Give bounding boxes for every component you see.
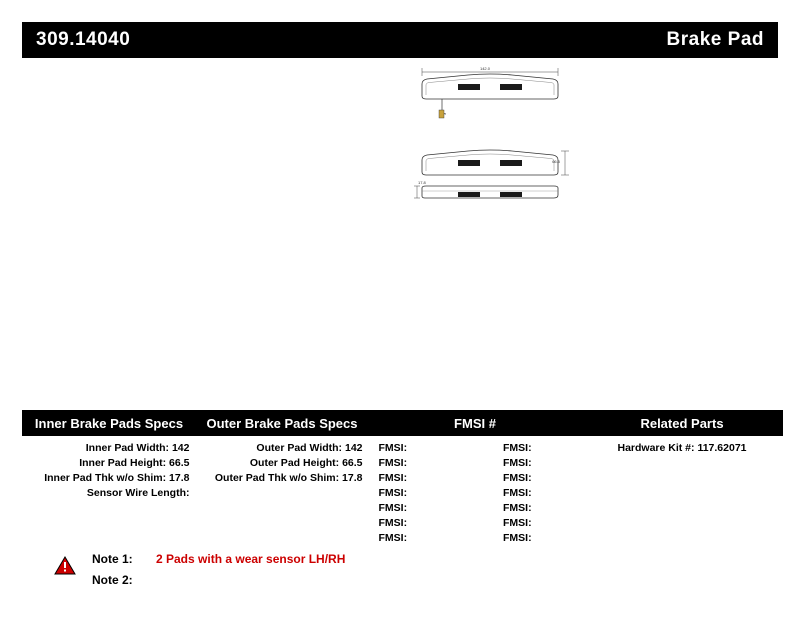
fmsi-entry: FMSI: bbox=[378, 457, 408, 469]
inner-pad-width: Inner Pad Width: 142 bbox=[85, 442, 190, 454]
cell-related-parts bbox=[582, 436, 783, 547]
outer-pad-height: Outer Pad Height: 66.5 bbox=[249, 457, 363, 469]
header-inner-specs: Inner Brake Pads Specs bbox=[23, 411, 196, 436]
table-body-row bbox=[23, 436, 783, 547]
inner-pad-height: Inner Pad Height: 66.5 bbox=[79, 457, 190, 469]
brand-mark-4 bbox=[500, 160, 522, 166]
inner-pad-outline bbox=[422, 74, 558, 99]
outer-pad-outline bbox=[422, 150, 558, 175]
header-outer-specs: Outer Brake Pads Specs bbox=[196, 411, 369, 436]
brand-mark-6 bbox=[500, 192, 522, 197]
pad-side-profile bbox=[422, 186, 558, 198]
brand-mark-3 bbox=[458, 160, 480, 166]
fmsi-entry: FMSI: bbox=[503, 472, 532, 484]
fmsi-entry: FMSI: bbox=[378, 502, 408, 514]
header-fmsi: FMSI # bbox=[369, 411, 582, 436]
fmsi-grid bbox=[369, 441, 582, 546]
table-header-row bbox=[23, 411, 783, 436]
fmsi-entry: FMSI: bbox=[503, 457, 532, 469]
hardware-kit-number: Hardware Kit #: 117.62071 bbox=[617, 442, 747, 454]
brake-pad-technical-drawing bbox=[410, 62, 570, 230]
brand-mark-5 bbox=[458, 192, 480, 197]
specifications-table bbox=[22, 410, 783, 546]
fmsi-entry: FMSI: bbox=[378, 517, 408, 529]
cell-outer-specs bbox=[196, 436, 369, 547]
fmsi-entry: FMSI: bbox=[503, 517, 532, 529]
note-row-2 bbox=[50, 573, 550, 594]
note-row-1 bbox=[50, 552, 550, 573]
fmsi-column-2 bbox=[475, 441, 582, 546]
note-1-label: Note 1: bbox=[92, 552, 133, 566]
header-related-parts: Related Parts bbox=[582, 411, 783, 436]
dimension-height-label: 66.5 bbox=[552, 159, 560, 164]
dimension-thickness-label: 17.8 bbox=[418, 180, 426, 185]
dimension-width-label: 142.0 bbox=[479, 66, 491, 71]
brand-mark-2 bbox=[500, 84, 522, 90]
fmsi-entry: FMSI: bbox=[378, 442, 408, 454]
notes-section bbox=[50, 552, 550, 594]
note-1-text: 2 Pads with a wear sensor LH/RH bbox=[156, 552, 346, 566]
part-type-title: Brake Pad bbox=[666, 29, 764, 50]
sensor-wire-length: Sensor Wire Length: bbox=[86, 487, 190, 499]
warning-icon bbox=[54, 556, 76, 575]
fmsi-entry: FMSI: bbox=[378, 472, 408, 484]
sensor-wire bbox=[439, 99, 446, 118]
drawing-svg bbox=[410, 62, 570, 230]
fmsi-entry: FMSI: bbox=[503, 502, 532, 514]
fmsi-entry: FMSI: bbox=[503, 487, 532, 499]
cell-fmsi bbox=[369, 436, 582, 547]
document-header bbox=[22, 22, 778, 58]
outer-pad-width: Outer Pad Width: 142 bbox=[256, 442, 363, 454]
height-dimension-line bbox=[561, 151, 569, 175]
thickness-dimension-line bbox=[414, 186, 420, 198]
note-2-label: Note 2: bbox=[92, 573, 133, 587]
cell-inner-specs bbox=[23, 436, 196, 547]
fmsi-entry: FMSI: bbox=[378, 532, 408, 544]
outer-pad-thickness: Outer Pad Thk w/o Shim: 17.8 bbox=[214, 472, 363, 484]
inner-pad-thickness: Inner Pad Thk w/o Shim: 17.8 bbox=[44, 472, 190, 484]
brand-mark-1 bbox=[458, 84, 480, 90]
fmsi-entry: FMSI: bbox=[503, 532, 532, 544]
part-number: 309.14040 bbox=[36, 29, 131, 50]
fmsi-entry: FMSI: bbox=[378, 487, 408, 499]
fmsi-column-1 bbox=[369, 441, 476, 546]
fmsi-entry: FMSI: bbox=[503, 442, 532, 454]
